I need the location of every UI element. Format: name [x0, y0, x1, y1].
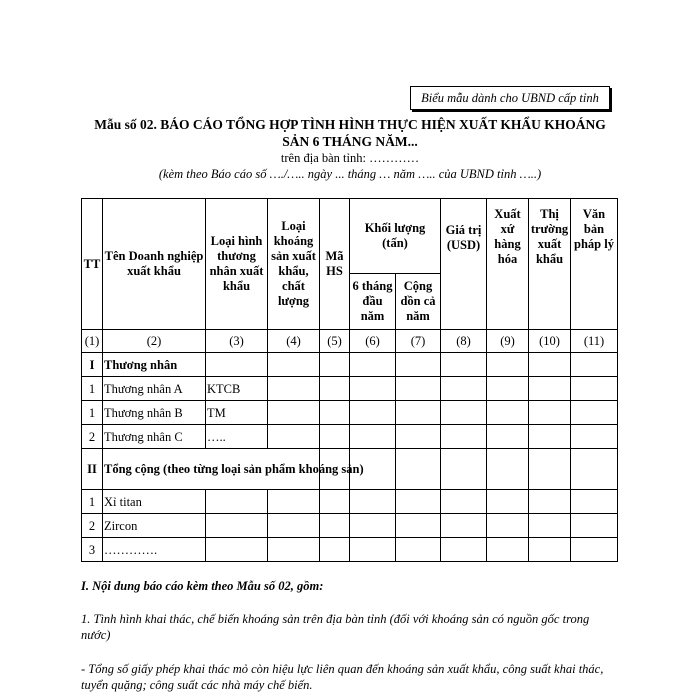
row-type: [206, 514, 268, 538]
header-cumulative: Cộng dồn cả năm: [396, 274, 441, 330]
table-row: [82, 490, 618, 514]
row-tt: 3: [82, 538, 103, 562]
row-tt: 2: [82, 514, 103, 538]
row-name: Thương nhân C: [103, 425, 206, 449]
form-label-box: Biểu mẫu dành cho UBND cấp tỉnh: [410, 86, 610, 110]
col-number: (8): [441, 330, 487, 353]
row-tt: I: [82, 353, 103, 377]
report-title-line1: Mẫu số 02. BÁO CÁO TỔNG HỢP TÌNH HÌNH THỰC HIỆN XUẤT KHẨU KHOÁNG: [94, 117, 606, 132]
row-tt: 2: [82, 425, 103, 449]
row-name: Thương nhân A: [103, 377, 206, 401]
row-type: [206, 353, 268, 377]
column-number-row: [82, 330, 618, 353]
table-row: [82, 401, 618, 425]
row-tt: 1: [82, 401, 103, 425]
attachment-line: (kèm theo Báo cáo số …./….. ngày ... tháng … năm ….. của UBND tỉnh …..): [158, 167, 542, 181]
col-number: (1): [82, 330, 103, 353]
header-value: Giá trị (USD): [441, 199, 487, 330]
row-type: KTCB: [206, 377, 268, 401]
header-legal-doc: Văn bản pháp lý: [571, 199, 618, 330]
report-table: [81, 198, 618, 562]
header-hs-code: Mã HS: [320, 199, 350, 330]
col-number: (5): [320, 330, 350, 353]
row-name: Thương nhân: [103, 353, 206, 377]
header-trader-type: Loại hình thương nhân xuất khẩu: [206, 199, 268, 330]
row-name: Thương nhân B: [103, 401, 206, 425]
row-name: Tổng cộng (theo từng loại sản phẩm khoáng sản): [103, 449, 320, 490]
row-type: [206, 490, 268, 514]
row-name: ………….: [103, 538, 206, 562]
col-number: (4): [268, 330, 320, 353]
notes-heading: I. Nội dung báo cáo kèm theo Mẫu số 02, gồm:: [81, 579, 324, 593]
table-row: [82, 377, 618, 401]
header-row: [82, 199, 618, 274]
col-number: (2): [103, 330, 206, 353]
row-tt: II: [82, 449, 103, 490]
header-company: Tên Doanh nghiệp xuất khẩu: [103, 199, 206, 330]
table-row: [82, 538, 618, 562]
row-type: …..: [206, 425, 268, 449]
col-number: (11): [571, 330, 618, 353]
table-row: [82, 514, 618, 538]
row-type: [206, 538, 268, 562]
header-market: Thị trường xuất khẩu: [529, 199, 571, 330]
table-row: [82, 449, 618, 490]
col-number: (9): [487, 330, 529, 353]
notes-item-1: 1. Tình hình khai thác, chế biến khoáng sản trên địa bàn tỉnh (đối với khoáng sản có nguồn gốc trong nước): [81, 612, 590, 642]
province-line: trên địa bàn tỉnh: …………: [280, 151, 420, 165]
table-row: [82, 353, 618, 377]
row-type: TM: [206, 401, 268, 425]
col-number: (3): [206, 330, 268, 353]
col-number: (10): [529, 330, 571, 353]
notes-item-2: - Tổng số giấy phép khai thác mỏ còn hiệu lực liên quan đến khoáng sản xuất khẩu, công suất khai thác, tuyển quặng; công suất các nhà máy chế biến.: [81, 662, 604, 692]
header-six-months: 6 tháng đầu năm: [350, 274, 396, 330]
header-volume: Khối lượng (tấn): [350, 199, 441, 274]
col-number: (6): [350, 330, 396, 353]
row-name: Zircon: [103, 514, 206, 538]
row-tt: 1: [82, 377, 103, 401]
header-mineral-type: Loại khoáng sản xuất khẩu, chất lượng: [268, 199, 320, 330]
header-origin: Xuất xứ hàng hóa: [487, 199, 529, 330]
row-tt: 1: [82, 490, 103, 514]
report-title-line2: SẢN 6 THÁNG NĂM...: [282, 134, 418, 149]
row-name: Xỉ titan: [103, 490, 206, 514]
col-number: (7): [396, 330, 441, 353]
header-tt: TT: [82, 199, 103, 330]
table-row: [82, 425, 618, 449]
